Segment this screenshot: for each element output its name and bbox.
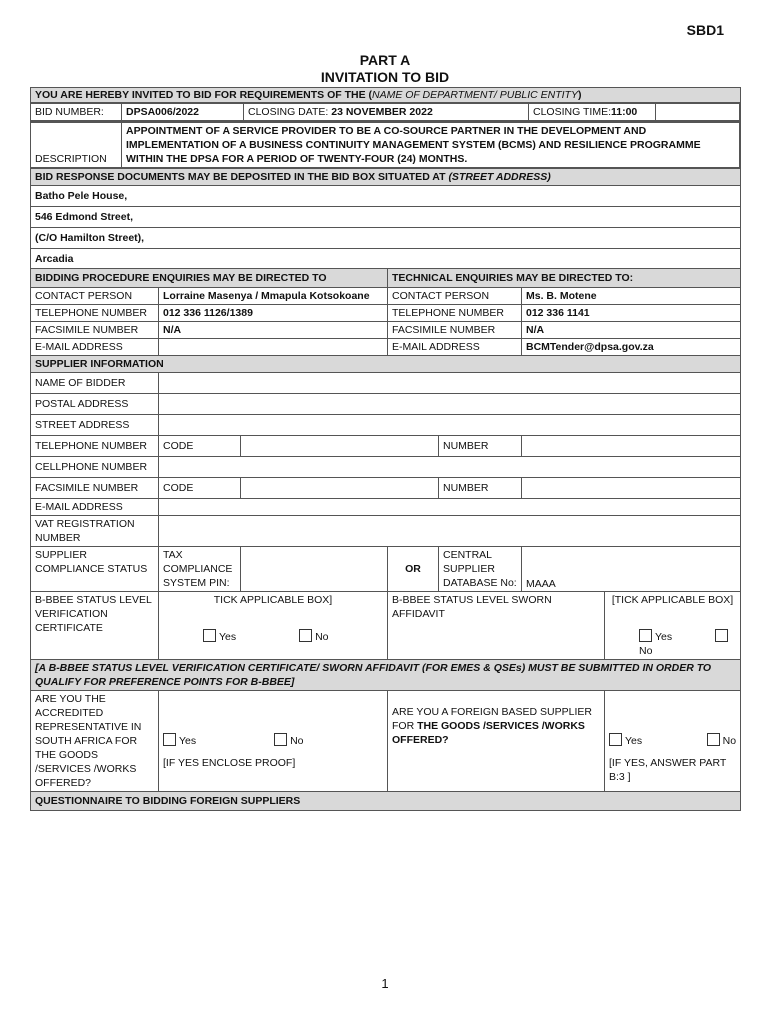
fax-code-label: CODE bbox=[159, 478, 241, 499]
phone-row bbox=[31, 305, 741, 322]
bid-number-label: BID NUMBER: bbox=[31, 104, 122, 121]
bbbee-affidavit-yes-label: Yes bbox=[655, 631, 673, 643]
bidding-fax-label: FACSIMILE NUMBER bbox=[31, 322, 159, 339]
foreign-choices bbox=[609, 733, 736, 748]
supplier-email-label: E-MAIL ADDRESS bbox=[31, 499, 159, 516]
technical-contact-label: CONTACT PERSON bbox=[388, 288, 522, 305]
bbbee-cert-label: B-BBEE STATUS LEVEL VERIFICATION CERTIFICATE bbox=[31, 592, 159, 660]
or-label: OR bbox=[388, 547, 439, 592]
bidding-email-value bbox=[159, 339, 388, 356]
bbbee-cert-tick: TICK APPLICABLE BOX] bbox=[213, 594, 333, 606]
address-row bbox=[31, 249, 741, 269]
description-label: DESCRIPTION bbox=[31, 123, 122, 168]
address-row bbox=[31, 228, 741, 249]
bidding-enquiries-heading: BIDDING PROCEDURE ENQUIRIES MAY BE DIRECTED TO bbox=[31, 269, 388, 288]
postal-row bbox=[31, 394, 741, 415]
bid-number-subtable bbox=[31, 103, 740, 121]
questions-row bbox=[31, 691, 741, 792]
supplier-heading: SUPPLIER INFORMATION bbox=[31, 356, 741, 373]
invitation-form bbox=[30, 87, 741, 811]
bbbee-row bbox=[31, 592, 741, 660]
technical-email-label: E-MAIL ADDRESS bbox=[388, 339, 522, 356]
bbbee-cert-options bbox=[159, 592, 388, 660]
notice-row bbox=[31, 660, 741, 691]
deposit-heading-hint: (STREET ADDRESS) bbox=[448, 171, 551, 183]
technical-phone-label: TELEPHONE NUMBER bbox=[388, 305, 522, 322]
cell-label: CELLPHONE NUMBER bbox=[31, 457, 159, 478]
supplier-phone-row bbox=[31, 436, 741, 457]
bid-row-empty bbox=[665, 104, 740, 121]
accredited-yes-label: Yes bbox=[179, 735, 197, 747]
bidding-contact-label: CONTACT PERSON bbox=[31, 288, 159, 305]
csd-label: CENTRAL SUPPLIER DATABASE No: bbox=[439, 547, 522, 592]
entity-hint: NAME OF DEPARTMENT/ PUBLIC ENTITY bbox=[372, 89, 578, 101]
vat-label: VAT REGISTRATION NUMBER bbox=[31, 516, 159, 547]
csd-prefix: MAAA bbox=[526, 578, 556, 590]
bidding-fax-value: N/A bbox=[159, 322, 388, 339]
street-label: STREET ADDRESS bbox=[31, 415, 159, 436]
bbbee-affidavit-tick: [TICK APPLICABLE BOX] bbox=[611, 594, 734, 606]
closing-time-cell bbox=[529, 104, 656, 121]
address-line-2: 546 Edmond Street, bbox=[31, 207, 741, 228]
enquiries-heading-row bbox=[31, 269, 741, 288]
foreign-question-text: ARE YOU A FOREIGN BASED SUPPLIER FOR bbox=[392, 706, 592, 732]
email-row bbox=[31, 339, 741, 356]
closing-time-value: 11:00 bbox=[611, 106, 638, 118]
foreign-no-label: No bbox=[722, 735, 737, 747]
bidding-email-label: E-MAIL ADDRESS bbox=[31, 339, 159, 356]
supplier-email-row bbox=[31, 499, 741, 516]
description-row bbox=[31, 122, 741, 169]
bbbee-affidavit-no-label: No bbox=[639, 645, 653, 657]
fax-number-label: NUMBER bbox=[439, 478, 522, 499]
closing-date-label: CLOSING DATE: bbox=[248, 106, 329, 118]
fax-number-field[interactable] bbox=[522, 478, 741, 499]
bbbee-affidavit-choices bbox=[609, 629, 736, 658]
accredited-question: ARE YOU THE ACCREDITED REPRESENTATIVE IN SOUTH AFRICA FOR THE GOODS /SERVICES /WORKS OFFERED? bbox=[31, 691, 159, 792]
bidder-name-label: NAME OF BIDDER bbox=[31, 373, 159, 394]
phone-number-label: NUMBER bbox=[439, 436, 522, 457]
description-value: APPOINTMENT OF A SERVICE PROVIDER TO BE A CO-SOURCE PARTNER IN THE DEVELOPMENT AND IMPLEMENTATION OF A BUSINESS CONTINUITY MANAGEMENT SYSTEM (BCMS) AND RESILIENCE PROGRAMME WITHIN THE DPSA FOR A PERIOD OF TWENTY-FOUR (24) MONTHS. bbox=[122, 123, 740, 168]
cell-field[interactable] bbox=[159, 457, 741, 478]
bidding-contact-value: Lorraine Masenya / Mmapula Kotsokoane bbox=[159, 288, 388, 305]
accredited-no-checkbox[interactable] bbox=[274, 733, 287, 746]
invite-row bbox=[31, 88, 741, 103]
bidding-phone-value: 012 336 1126/1389 bbox=[159, 305, 388, 322]
closing-date-cell bbox=[244, 104, 529, 121]
technical-email-value: BCMTender@dpsa.gov.za bbox=[522, 339, 741, 356]
footer-heading-row bbox=[31, 792, 741, 811]
phone-number-field[interactable] bbox=[522, 436, 741, 457]
technical-contact-value: Ms. B. Motene bbox=[522, 288, 741, 305]
bbbee-cert-no-checkbox[interactable] bbox=[299, 629, 312, 642]
address-line-1: Batho Pele House, bbox=[31, 186, 741, 207]
accredited-yes-checkbox[interactable] bbox=[163, 733, 176, 746]
bid-number-value: DPSA006/2022 bbox=[122, 104, 244, 121]
csd-field[interactable] bbox=[522, 547, 741, 592]
bbbee-cert-choices bbox=[163, 629, 383, 644]
compliance-label: SUPPLIER COMPLIANCE STATUS bbox=[31, 547, 159, 592]
tax-pin-label: TAX COMPLIANCE SYSTEM PIN: bbox=[159, 547, 241, 592]
supplier-phone-label: TELEPHONE NUMBER bbox=[31, 436, 159, 457]
foreign-note: [IF YES, ANSWER PART B:3 ] bbox=[609, 757, 727, 783]
foreign-options bbox=[605, 691, 741, 792]
bbbee-affidavit-yes-checkbox[interactable] bbox=[639, 629, 652, 642]
invite-suffix: ) bbox=[577, 89, 582, 101]
foreign-question bbox=[388, 691, 605, 792]
technical-fax-label: FACSIMILE NUMBER bbox=[388, 322, 522, 339]
bidding-phone-label: TELEPHONE NUMBER bbox=[31, 305, 159, 322]
address-row bbox=[31, 186, 741, 207]
fax-row bbox=[31, 322, 741, 339]
foreign-no-checkbox[interactable] bbox=[707, 733, 720, 746]
vat-field[interactable] bbox=[159, 516, 741, 547]
invite-text: YOU ARE HEREBY INVITED TO BID FOR REQUIREMENTS OF THE ( bbox=[35, 89, 372, 101]
bbbee-cert-no-label: No bbox=[315, 631, 329, 643]
bbbee-affidavit-label: B-BBEE STATUS LEVEL SWORN AFFIDAVIT bbox=[388, 592, 605, 660]
form-code: SBD1 bbox=[686, 22, 724, 38]
bbbee-affidavit-no-checkbox[interactable] bbox=[715, 629, 728, 642]
bbbee-cert-yes-label: Yes bbox=[219, 631, 237, 643]
description-subtable bbox=[31, 122, 740, 168]
bbbee-affidavit-options bbox=[605, 592, 741, 660]
postal-field[interactable] bbox=[159, 394, 741, 415]
contact-row bbox=[31, 288, 741, 305]
bid-row-spacer bbox=[656, 104, 666, 121]
phone-code-label: CODE bbox=[159, 436, 241, 457]
address-row bbox=[31, 207, 741, 228]
foreign-yes-label: Yes bbox=[625, 735, 643, 747]
page-number: 1 bbox=[381, 976, 389, 991]
address-line-4: Arcadia bbox=[31, 249, 741, 269]
postal-label: POSTAL ADDRESS bbox=[31, 394, 159, 415]
bid-number-row bbox=[31, 103, 741, 122]
technical-enquiries-heading: TECHNICAL ENQUIRIES MAY BE DIRECTED TO: bbox=[388, 269, 741, 288]
supplier-heading-row bbox=[31, 356, 741, 373]
supplier-fax-label: FACSIMILE NUMBER bbox=[31, 478, 159, 499]
page-title: INVITATION TO BID bbox=[320, 69, 450, 85]
deposit-heading: BID RESPONSE DOCUMENTS MAY BE DEPOSITED IN THE BID BOX SITUATED AT bbox=[35, 171, 449, 183]
accredited-no-label: No bbox=[290, 735, 304, 747]
technical-phone-value: 012 336 1141 bbox=[522, 305, 741, 322]
street-field[interactable] bbox=[159, 415, 741, 436]
part-label: PART A bbox=[359, 52, 411, 68]
supplier-email-field[interactable] bbox=[159, 499, 741, 516]
technical-fax-value: N/A bbox=[522, 322, 741, 339]
closing-date-value: 23 NOVEMBER 2022 bbox=[331, 106, 433, 118]
bidder-name-row bbox=[31, 373, 741, 394]
accredited-note: [IF YES ENCLOSE PROOF] bbox=[163, 757, 296, 769]
tax-pin-field[interactable] bbox=[241, 547, 388, 592]
compliance-row bbox=[31, 547, 741, 592]
address-line-3: (C/O Hamilton Street), bbox=[31, 228, 741, 249]
bbbee-cert-yes-checkbox[interactable] bbox=[203, 629, 216, 642]
street-row bbox=[31, 415, 741, 436]
deposit-heading-row bbox=[31, 169, 741, 186]
accredited-options bbox=[159, 691, 388, 792]
foreign-yes-checkbox[interactable] bbox=[609, 733, 622, 746]
foreign-question-bold: THE GOODS /SERVICES /WORKS OFFERED? bbox=[392, 720, 585, 746]
vat-row bbox=[31, 516, 741, 547]
bidder-name-field[interactable] bbox=[159, 373, 741, 394]
closing-time-label: CLOSING TIME: bbox=[533, 106, 611, 118]
phone-code-field[interactable] bbox=[241, 436, 439, 457]
supplier-fax-row bbox=[31, 478, 741, 499]
cell-row bbox=[31, 457, 741, 478]
accredited-choices bbox=[163, 733, 383, 748]
bbbee-notice: [A B-BBEE STATUS LEVEL VERIFICATION CERTIFICATE/ SWORN AFFIDAVIT (FOR EMES & QSEs) MUST BE SUBMITTED IN ORDER TO QUALIFY FOR PREFERENCE POINTS FOR B-BBEE] bbox=[31, 660, 741, 691]
foreign-questionnaire-heading: QUESTIONNAIRE TO BIDDING FOREIGN SUPPLIERS bbox=[31, 792, 741, 811]
fax-code-field[interactable] bbox=[241, 478, 439, 499]
